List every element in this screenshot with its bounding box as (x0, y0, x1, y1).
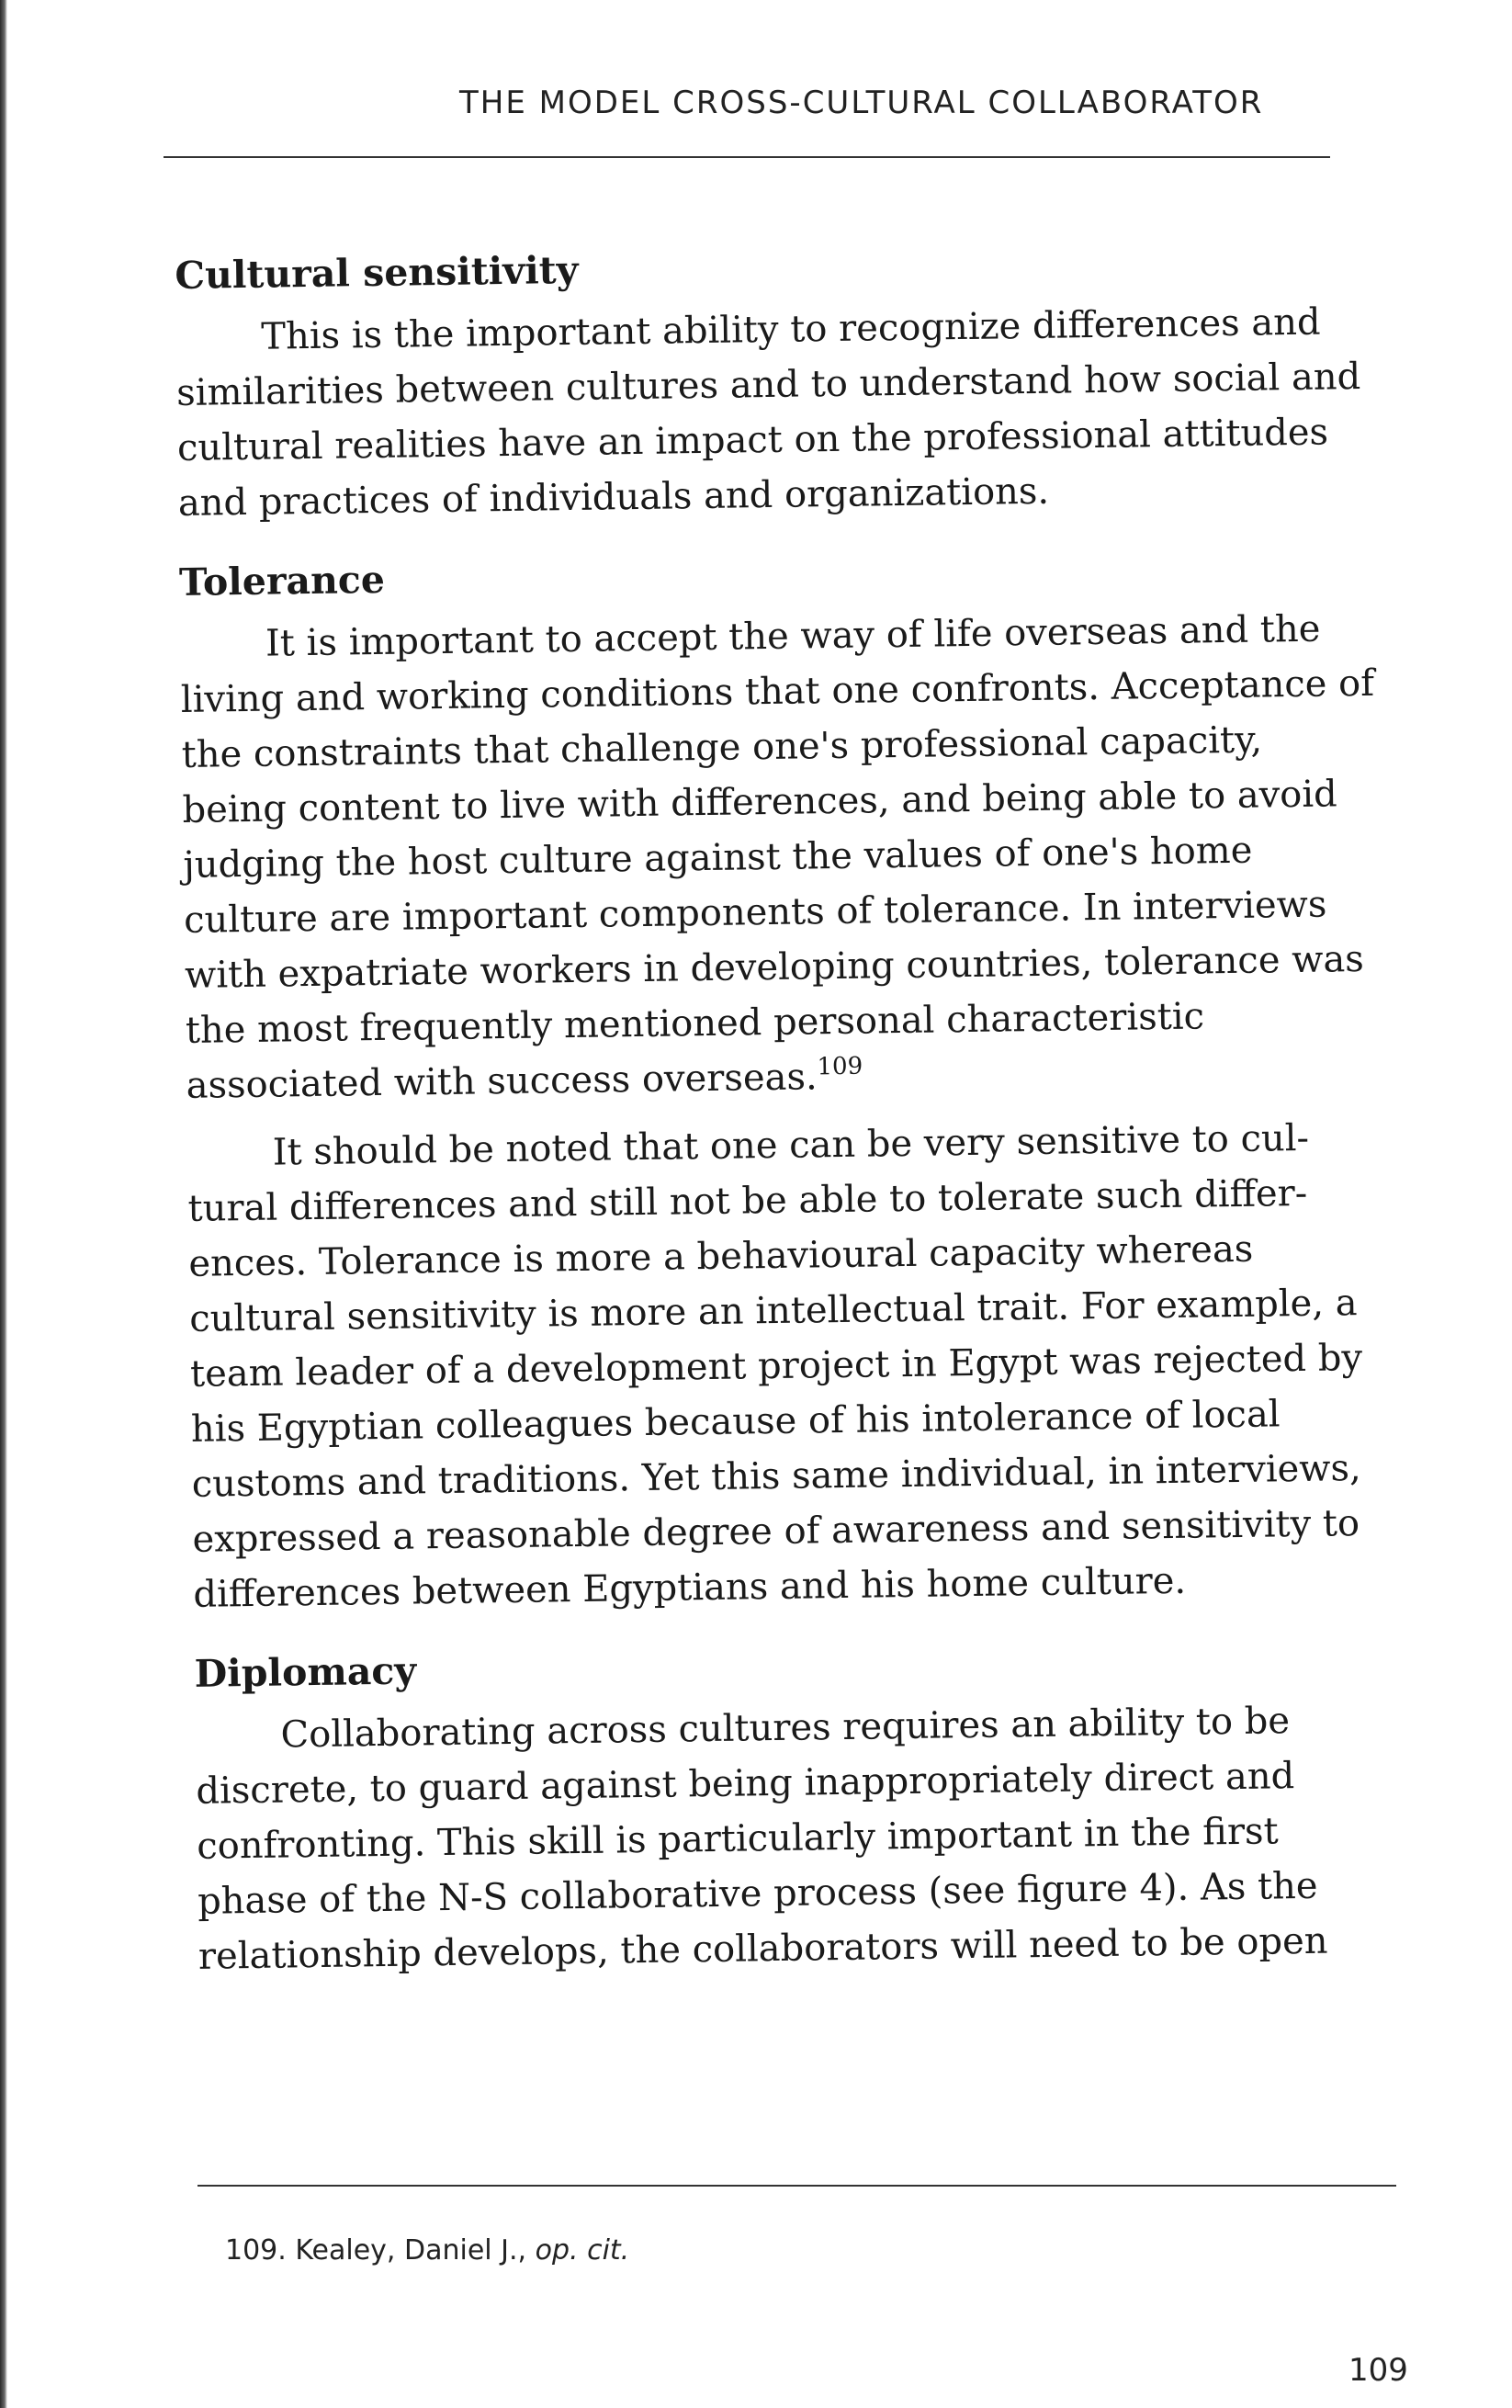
page-body (175, 232, 1394, 2008)
section-tolerance (179, 538, 1388, 1622)
section-heading: Tolerance (178, 557, 386, 605)
footnote-rule (197, 2185, 1396, 2187)
paragraph-text: It is important to accept the way of life overseas and the living and working conditions that one confronts. Acceptance of the constraints that challenge one's professional capacity, being content to live with differences, and being able to avoid judging the host culture against the values of one's home culture are important components of tolerance. In interviews with expatriate workers in developing countries, tolerance was the most frequently mentioned personal characteristic associated with success overseas. (180, 607, 1375, 1107)
page-number: 109 (1348, 2352, 1408, 2389)
paragraph: Collaborating across cultures requires an ability to be discrete, to guard against being inappropriately direct and confronting. This skill is particularly important in the first phase of the N-S collaborative process (see figure 4). As the relationship develops, the collaborators will need to be open (196, 1700, 1328, 1978)
page-binding-edge (0, 0, 7, 2408)
paragraph (180, 601, 1381, 1114)
paragraph: This is the important ability to recognize differences and similarities between cultures and to understand how social and cultural realities have an impact on the professional attitudes and practices of individuals and organizations. (175, 300, 1361, 525)
footnote-text: Kealey, Daniel J., (295, 2234, 527, 2267)
section-heading: Cultural sensitivity (175, 247, 579, 298)
header-rule (164, 156, 1330, 158)
section-cultural-sensitivity (175, 232, 1372, 531)
footnote-reference: 109 (817, 1052, 863, 1081)
footnote-number: 109. (225, 2234, 287, 2267)
section-heading: Diplomacy (194, 1648, 417, 1696)
footnote (225, 2234, 629, 2267)
section-diplomacy (194, 1630, 1393, 1984)
paragraph: It should be noted that one can be very sensitive to cultural differences and still not be able to tolerate such differences. Tolerance is more a behavioural capacity whereas cultural sensitivity is more an intellectual trait. For example, a team leader of a development project in Egypt was rejected by his Egyptian colleagues because of his intolerance of local customs and traditions. Yet this same individual, in interviews, expressed a reasonable degree of awareness and sensitivity to differences between Egyptians and his home culture. (187, 1116, 1363, 1616)
footnote-italic: op. cit. (535, 2234, 630, 2267)
running-header: THE MODEL CROSS-CULTURAL COLLABORATOR (459, 85, 1264, 121)
